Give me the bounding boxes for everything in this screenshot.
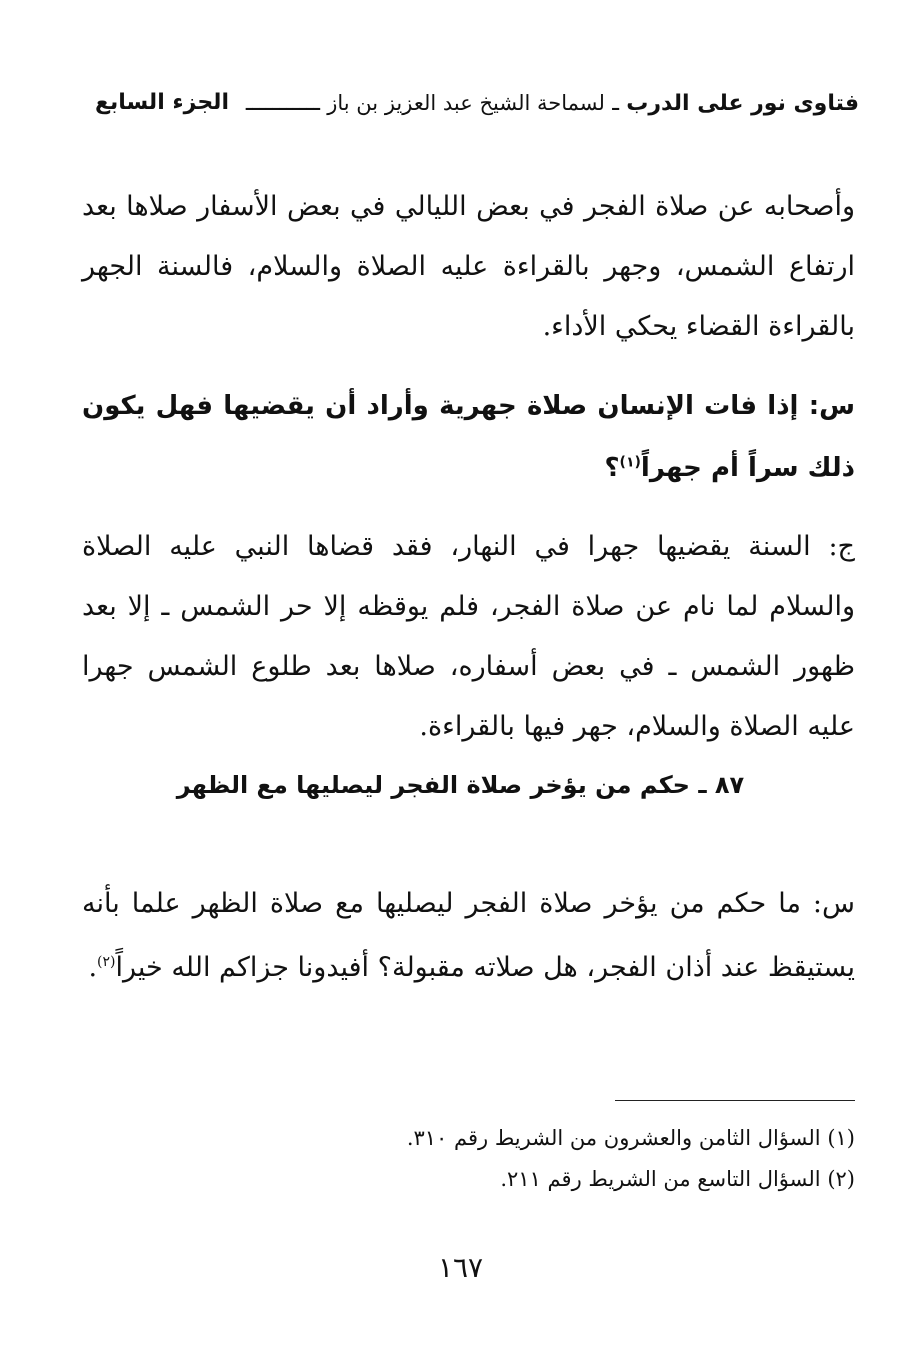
footnote-text: السؤال التاسع من الشريط رقم ٢١١.	[500, 1167, 821, 1191]
book-title: فتاوى نور على الدرب	[626, 91, 859, 116]
footnote-mark: (٢)	[827, 1167, 855, 1191]
running-header	[95, 86, 859, 120]
answer-paragraph: ج: السنة يقضيها جهرا في النهار، فقد قضاها النبي عليه الصلاة والسلام لما نام عن صلاة الفجر، فلم يوقظه إلا حر الشمس ـ إلا بعد ظهور الشمس ـ في بعض أسفاره، صلاها بعد طلوع الشمس جهرا عليه الصلاة والسلام، جهر فيها بالقراءة.	[82, 531, 855, 742]
question-end-mark-2: .	[88, 952, 98, 983]
footnote-item	[82, 1118, 855, 1159]
footnote-item	[82, 1159, 855, 1200]
header-volume: الجزء السابع	[95, 90, 229, 115]
question-paragraph	[82, 375, 855, 499]
header-separator: ـ	[604, 90, 627, 116]
footnote-divider	[615, 1100, 855, 1101]
section-heading: ٨٧ ـ حكم من يؤخر صلاة الفجر ليصليها مع الظهر	[176, 771, 745, 799]
footnote-ref-2: (٢)	[97, 954, 116, 970]
continuation-paragraph: وأصحابه عن صلاة الفجر في بعض الليالي في بعض الأسفار صلاها بعد ارتفاع الشمس، وجهر بالقراءة عليه الصلاة والسلام، فالسنة الجهر بالقراءة القضاء يحكي الأداء.	[82, 191, 855, 342]
question-end-mark: ؟	[604, 453, 620, 483]
header-dashes: ـــــــــــ	[245, 90, 328, 116]
question-text: س: إذا فات الإنسان صلاة جهرية وأراد أن يقضيها فهل يكون ذلك سراً أم جهراً	[82, 391, 855, 483]
page-number: ١٦٧	[437, 1251, 484, 1284]
footnotes	[82, 1118, 855, 1200]
header-author: لسماحة الشيخ عبد العزيز بن باز	[327, 91, 605, 115]
footnote-ref: (١)	[619, 454, 641, 471]
footnote-text: السؤال الثامن والعشرون من الشريط رقم ٣١٠.	[406, 1126, 821, 1150]
question-text-2: س: ما حكم من يؤخر صلاة الفجر ليصليها مع صلاة الظهر علما بأنه يستيقظ عند أذان الفجر، هل صلاته مقبولة؟ أفيدونا جزاكم الله خيراً	[82, 888, 855, 983]
question-paragraph-2	[82, 872, 855, 1000]
footnote-mark: (١)	[827, 1126, 855, 1150]
